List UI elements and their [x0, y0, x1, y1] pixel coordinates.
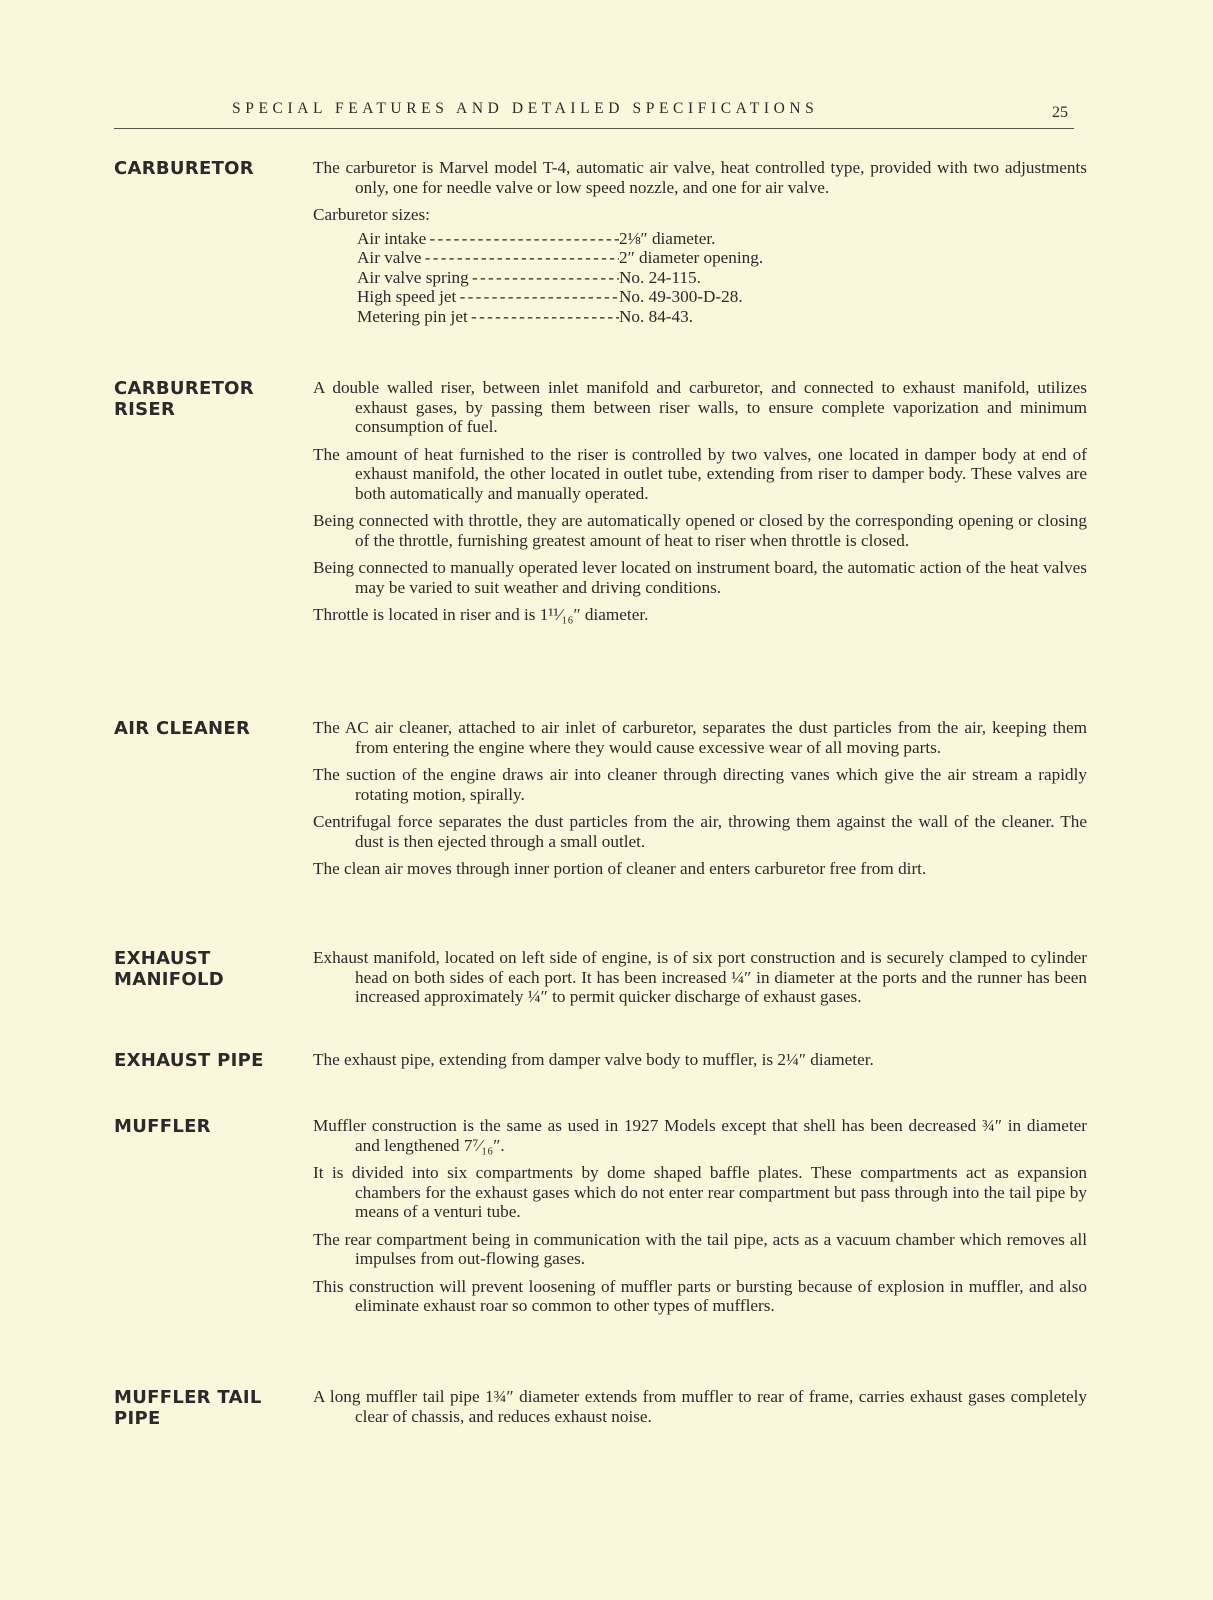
size-row: [313, 287, 1087, 307]
paragraph: The AC air cleaner, attached to air inlet of carburetor, separates the dust particles from the air, keeping them from entering the engine where they would cause excessive wear of all moving parts.: [313, 718, 1087, 757]
section-label: EXHAUST MANIFOLD: [114, 948, 225, 990]
size-name: Metering pin jet - - -: [357, 307, 619, 327]
paragraph: A double walled riser, between inlet manifold and carburetor, and connected to exhaust manifold, utilizes exhaust gases, by passing them between riser walls, to ensure complete vaporization and minimum consumption of fuel.: [313, 378, 1087, 436]
size-name: Air valve - - -: [357, 248, 619, 268]
size-row: [313, 307, 1087, 327]
section-body: [313, 378, 1087, 633]
size-name: Air intake - - -: [357, 229, 619, 249]
size-value: 2″ diameter opening.: [619, 248, 764, 267]
section-label: MUFFLER: [114, 1116, 211, 1137]
section-label: MUFFLER TAIL PIPE: [114, 1387, 262, 1429]
section-body: [313, 1387, 1087, 1434]
sizes-caption: Carburetor sizes:: [313, 205, 430, 224]
section-body: [313, 1116, 1087, 1324]
section-body: [313, 718, 1087, 887]
paragraph: A long muffler tail pipe 1¾″ diameter extends from muffler to rear of frame, carries exhaust gases completely clear of chassis, and reduces exhaust noise.: [313, 1387, 1087, 1426]
section-label: EXHAUST PIPE: [114, 1050, 264, 1071]
size-name: High speed jet - - -: [357, 287, 619, 307]
section-label: CARBURETOR: [114, 158, 254, 179]
size-value: No. 24-115.: [619, 267, 701, 287]
paragraph: This construction will prevent loosening of muffler parts or bursting because of explosion in muffler, and also eliminate exhaust roar so common to other types of mufflers.: [313, 1276, 1087, 1315]
paragraph: The rear compartment being in communication with the tail pipe, acts as a vacuum chamber which removes all impulses from out-flowing gases.: [313, 1229, 1087, 1268]
paragraph: Centrifugal force separates the dust particles from the air, throwing them against the wall of the cleaner. The dust is then ejected through a small outlet.: [313, 812, 1087, 851]
size-row: [313, 248, 1087, 268]
section-label: AIR CLEANER: [114, 718, 251, 739]
paragraph: It is divided into six compartments by dome shaped baffle plates. These compartments act as expansion chambers for the exhaust gases which do not enter rear compartment but pass through into the tail pipe by means of a venturi tube.: [313, 1163, 1087, 1221]
paragraph: The exhaust pipe, extending from damper valve body to muffler, is 2¼″ diameter.: [313, 1050, 874, 1069]
paragraph: The clean air moves through inner portion of cleaner and enters carburetor free from dirt.: [313, 859, 927, 878]
size-value: 2⅛″ diameter.: [619, 228, 716, 248]
header-rule: [114, 128, 1074, 129]
paragraph: The suction of the engine draws air into cleaner through directing vanes which give the air stream a rapidly rotating motion, spirally.: [313, 765, 1087, 804]
running-header: SPECIAL FEATURES AND DETAILED SPECIFICATIONS: [232, 100, 819, 117]
section-label: CARBURETOR RISER: [114, 378, 254, 420]
size-value: No. 84-43.: [619, 306, 693, 326]
paragraph: The carburetor is Marvel model T-4, automatic air valve, heat controlled type, provided with two adjustments only, one for needle valve or low speed nozzle, and one for air valve.: [313, 158, 1087, 197]
paragraph: The amount of heat furnished to the riser is controlled by two valves, one located in damper body at end of exhaust manifold, the other located in outlet tube, extending from riser to damper body. These valves are both automatically and manually operated.: [313, 444, 1087, 503]
size-row: [313, 229, 1087, 249]
paragraph: Being connected to manually operated lever located on instrument board, the automatic action of the heat valves may be varied to suit weather and driving conditions.: [313, 558, 1087, 597]
section-body: [313, 158, 1087, 326]
size-name: Air valve spring - - -: [357, 268, 619, 288]
size-row: [313, 268, 1087, 288]
carburetor-sizes-table: [313, 205, 1087, 326]
page-number: 25: [1052, 104, 1068, 121]
paragraph: Throttle is located in riser and is 1¹¹⁄₁₆″ diameter.: [313, 605, 649, 624]
paragraph: Muffler construction is the same as used in 1927 Models except that shell has been decreased ¾″ in diameter and lengthened 7⁷⁄₁₆″.: [313, 1116, 1087, 1155]
section-body: [313, 948, 1087, 1015]
paragraph: Being connected with throttle, they are automatically opened or closed by the corresponding opening or closing of the throttle, furnishing greatest amount of heat to riser when throttle is closed.: [313, 511, 1087, 550]
paragraph: Exhaust manifold, located on left side of engine, is of six port construction and is securely clamped to cylinder head on both sides of each port. It has been increased ¼″ in diameter at the ports and the runner has been increased approximately ¼″ to permit quicker discharge of exhaust gases.: [313, 948, 1087, 1006]
section-body: [313, 1050, 1087, 1078]
size-value: No. 49-300-D-28.: [619, 287, 743, 306]
